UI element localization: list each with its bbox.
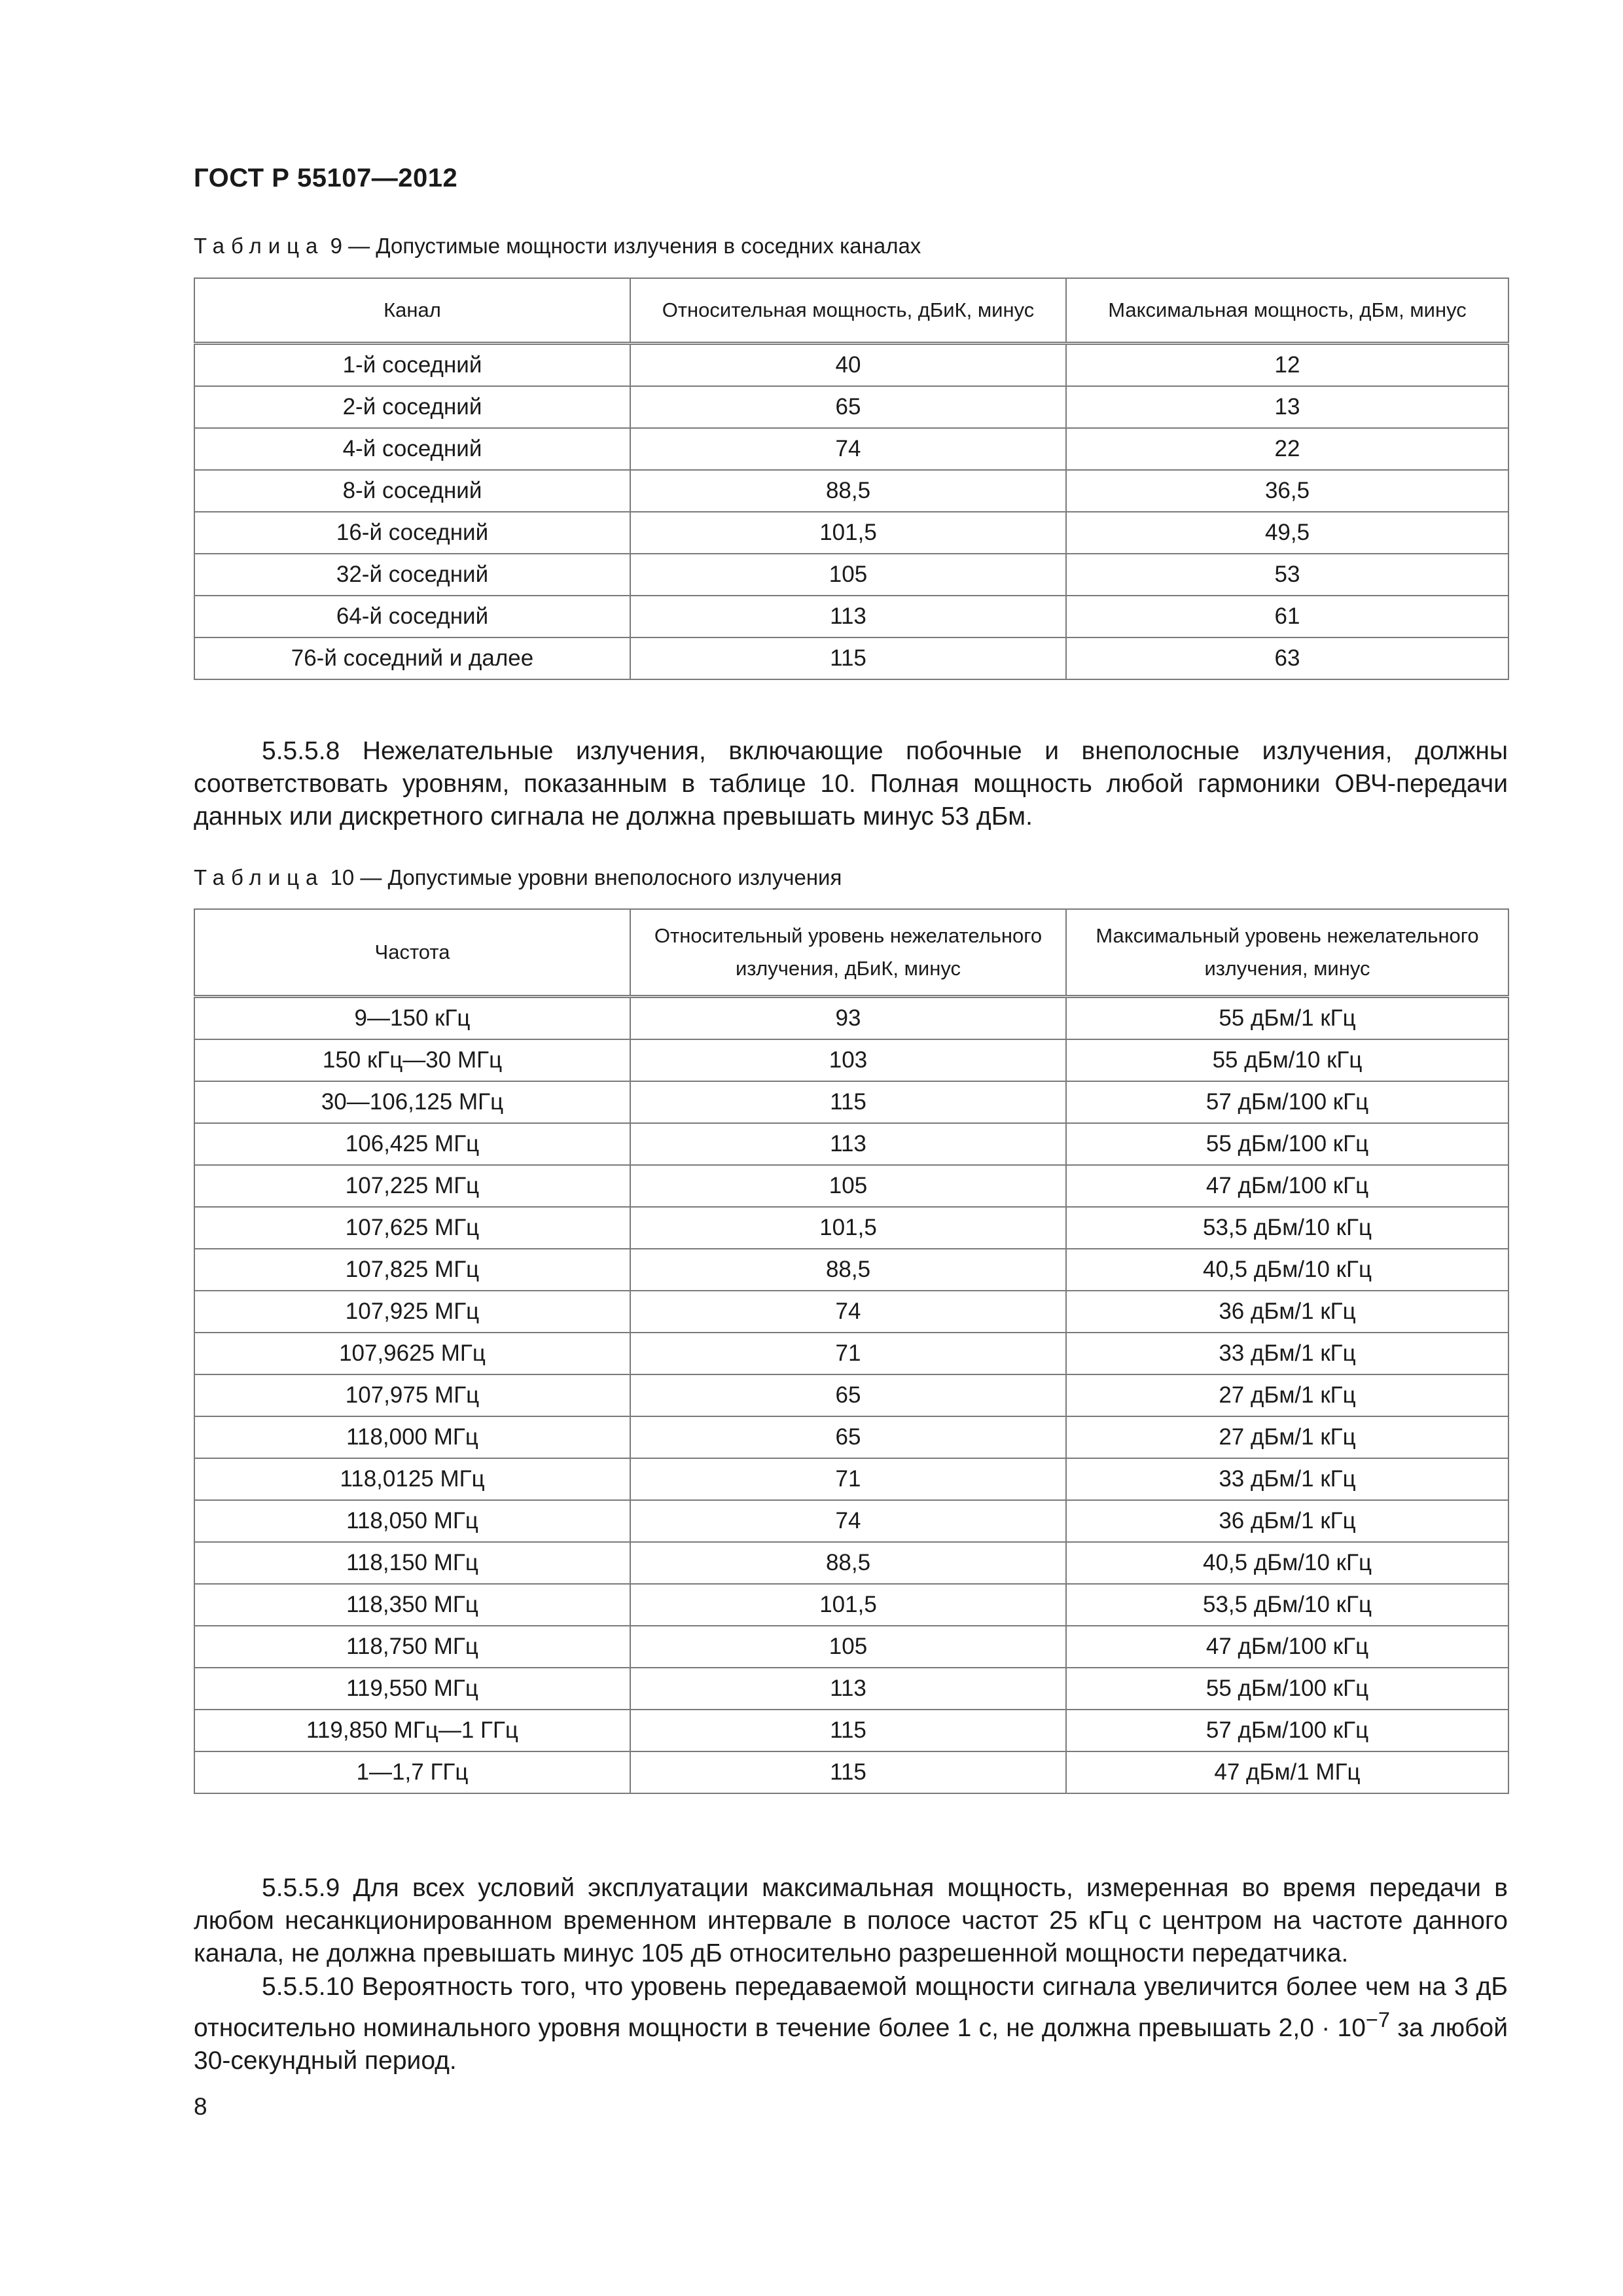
table-row [194, 1249, 1508, 1291]
table-row [194, 512, 1508, 554]
table-cell: 115 [630, 637, 1066, 679]
table-cell: 55 дБм/100 кГц [1066, 1668, 1508, 1710]
table-row [194, 1123, 1508, 1165]
table9-header-max-power: Максимальная мощность, дБм, минус [1066, 278, 1508, 344]
table-cell: 55 дБм/10 кГц [1066, 1039, 1508, 1081]
table-cell: 33 дБм/1 кГц [1066, 1458, 1508, 1500]
table-cell: 115 [630, 1751, 1066, 1793]
table-cell: 61 [1066, 596, 1508, 637]
table-cell: 93 [630, 997, 1066, 1040]
table-cell: 1-й соседний [194, 344, 630, 387]
table-row [194, 1668, 1508, 1710]
table-cell: 107,9625 МГц [194, 1333, 630, 1374]
table-row [194, 1542, 1508, 1584]
table-cell: 115 [630, 1081, 1066, 1123]
table-cell: 74 [630, 1291, 1066, 1333]
table-cell: 107,925 МГц [194, 1291, 630, 1333]
table-row [194, 997, 1508, 1040]
document-header: ГОСТ Р 55107—2012 [194, 164, 458, 192]
table10-header-row [194, 909, 1508, 997]
table-cell: 8-й соседний [194, 470, 630, 512]
table9-header-row [194, 278, 1508, 344]
table10-header-relative-level: Относительный уровень нежелательного излучения, дБиК, минус [630, 909, 1066, 997]
table-cell: 74 [630, 1500, 1066, 1542]
table-cell: 88,5 [630, 1249, 1066, 1291]
table-cell: 65 [630, 1416, 1066, 1458]
table-row [194, 1333, 1508, 1374]
table9-header-channel: Канал [194, 278, 630, 344]
table-row [194, 1039, 1508, 1081]
table-cell: 40,5 дБм/10 кГц [1066, 1249, 1508, 1291]
table-cell: 36,5 [1066, 470, 1508, 512]
table-cell: 22 [1066, 428, 1508, 470]
table-cell: 113 [630, 1123, 1066, 1165]
table-cell: 30—106,125 МГц [194, 1081, 630, 1123]
table-row [194, 386, 1508, 428]
table-cell: 64-й соседний [194, 596, 630, 637]
table-row [194, 1081, 1508, 1123]
table-cell: 118,0125 МГц [194, 1458, 630, 1500]
exponent: −7 [1365, 2008, 1390, 2032]
table-cell: 63 [1066, 637, 1508, 679]
table-cell: 107,225 МГц [194, 1165, 630, 1207]
table-row [194, 1374, 1508, 1416]
table-cell: 119,550 МГц [194, 1668, 630, 1710]
table-cell: 71 [630, 1458, 1066, 1500]
table-cell: 107,975 МГц [194, 1374, 630, 1416]
table-row [194, 1458, 1508, 1500]
table-row [194, 1584, 1508, 1626]
table-cell: 16-й соседний [194, 512, 630, 554]
table-cell: 113 [630, 1668, 1066, 1710]
table10-header-frequency: Частота [194, 909, 630, 997]
table-cell: 76-й соседний и далее [194, 637, 630, 679]
table-row [194, 344, 1508, 387]
table-cell: 74 [630, 428, 1066, 470]
table9-header-relative-power: Относительная мощность, дБиК, минус [630, 278, 1066, 344]
table-cell: 36 дБм/1 кГц [1066, 1500, 1508, 1542]
table-cell: 36 дБм/1 кГц [1066, 1291, 1508, 1333]
table-cell: 88,5 [630, 470, 1066, 512]
table-cell: 118,350 МГц [194, 1584, 630, 1626]
table-cell: 105 [630, 1165, 1066, 1207]
table-cell: 27 дБм/1 кГц [1066, 1416, 1508, 1458]
table-row [194, 1416, 1508, 1458]
table-row [194, 1500, 1508, 1542]
table-row [194, 1626, 1508, 1668]
table-cell: 53 [1066, 554, 1508, 596]
table-row [194, 554, 1508, 596]
table-cell: 27 дБм/1 кГц [1066, 1374, 1508, 1416]
table10-caption-word: Таблица [194, 865, 325, 889]
table-cell: 49,5 [1066, 512, 1508, 554]
table-row [194, 1751, 1508, 1793]
page-number: 8 [194, 2093, 207, 2120]
table-cell: 101,5 [630, 1584, 1066, 1626]
table-row [194, 470, 1508, 512]
table10 [194, 908, 1509, 1794]
table-row [194, 637, 1508, 679]
paragraph-5-5-5-10-text: 5.5.5.10 Вероятность того, что уровень передаваемой мощности сигнала увеличится более чем на 3 дБ относительно номинального уровня мощности в течение более 1 с, не должна превышать 2,0 · 10 [194, 1973, 1508, 2042]
table-row [194, 1291, 1508, 1333]
table-cell: 9—150 кГц [194, 997, 630, 1040]
table-cell: 47 дБм/100 кГц [1066, 1626, 1508, 1668]
table-cell: 13 [1066, 386, 1508, 428]
table-row [194, 1207, 1508, 1249]
table-cell: 150 кГц—30 МГц [194, 1039, 630, 1081]
table-row [194, 1165, 1508, 1207]
table-cell: 118,050 МГц [194, 1500, 630, 1542]
table10-caption-title: 10 — Допустимые уровни внеполосного излучения [330, 865, 842, 889]
table9-caption [194, 234, 921, 259]
table-cell: 32-й соседний [194, 554, 630, 596]
table-cell: 101,5 [630, 1207, 1066, 1249]
table-cell: 33 дБм/1 кГц [1066, 1333, 1508, 1374]
table-cell: 47 дБм/100 кГц [1066, 1165, 1508, 1207]
table-row [194, 1710, 1508, 1751]
table-cell: 65 [630, 386, 1066, 428]
table-cell: 105 [630, 554, 1066, 596]
paragraph-5-5-5-8 [194, 735, 1508, 833]
table-cell: 40 [630, 344, 1066, 387]
table10-caption [194, 865, 842, 890]
paragraph-5-5-5-9 [194, 1872, 1508, 1970]
paragraph-5-5-5-9-text: 5.5.5.9 Для всех условий эксплуатации максимальная мощность, измеренная во время передачи в любом несанкционированном временном интервале в полосе частот 25 кГц с центром на частоте данного канала, не должна превышать минус 105 дБ относительно разрешенной мощности передатчика. [194, 1874, 1508, 1967]
table-cell: 105 [630, 1626, 1066, 1668]
table-cell: 71 [630, 1333, 1066, 1374]
table-cell: 119,850 МГц—1 ГГц [194, 1710, 630, 1751]
table-row [194, 596, 1508, 637]
table-cell: 53,5 дБм/10 кГц [1066, 1207, 1508, 1249]
table-row [194, 428, 1508, 470]
table-cell: 55 дБм/100 кГц [1066, 1123, 1508, 1165]
table-cell: 47 дБм/1 МГц [1066, 1751, 1508, 1793]
table-cell: 55 дБм/1 кГц [1066, 997, 1508, 1040]
table-cell: 40,5 дБм/10 кГц [1066, 1542, 1508, 1584]
table9-caption-title: 9 — Допустимые мощности излучения в соседних каналах [330, 234, 921, 258]
table-cell: 4-й соседний [194, 428, 630, 470]
table10-header-max-level: Максимальный уровень нежелательного излучения, минус [1066, 909, 1508, 997]
table-cell: 53,5 дБм/10 кГц [1066, 1584, 1508, 1626]
table-cell: 65 [630, 1374, 1066, 1416]
table-cell: 118,000 МГц [194, 1416, 630, 1458]
table9-caption-word: Таблица [194, 234, 325, 258]
paragraph-5-5-5-8-text: 5.5.5.8 Нежелательные излучения, включающие побочные и внеполосные излучения, должны соответствовать уровням, показанным в таблице 10. Полная мощность любой гармоники ОВЧ-передачи данных или дискретного сигнала не должна превышать минус 53 дБм. [194, 737, 1508, 831]
table-cell: 115 [630, 1710, 1066, 1751]
table-cell: 107,825 МГц [194, 1249, 630, 1291]
table-cell: 107,625 МГц [194, 1207, 630, 1249]
table-cell: 106,425 МГц [194, 1123, 630, 1165]
table-cell: 1—1,7 ГГц [194, 1751, 630, 1793]
table-cell: 12 [1066, 344, 1508, 387]
table-cell: 118,150 МГц [194, 1542, 630, 1584]
table-cell: 57 дБм/100 кГц [1066, 1710, 1508, 1751]
paragraph-5-5-5-10 [194, 1971, 1508, 2077]
table9 [194, 278, 1509, 680]
table-cell: 103 [630, 1039, 1066, 1081]
table-cell: 113 [630, 596, 1066, 637]
table-cell: 88,5 [630, 1542, 1066, 1584]
table-cell: 2-й соседний [194, 386, 630, 428]
table-cell: 57 дБм/100 кГц [1066, 1081, 1508, 1123]
table-cell: 101,5 [630, 512, 1066, 554]
table-cell: 118,750 МГц [194, 1626, 630, 1668]
paragraph-5-5-5-10-tail: за любой 30-секундный период. [194, 2014, 1508, 2075]
